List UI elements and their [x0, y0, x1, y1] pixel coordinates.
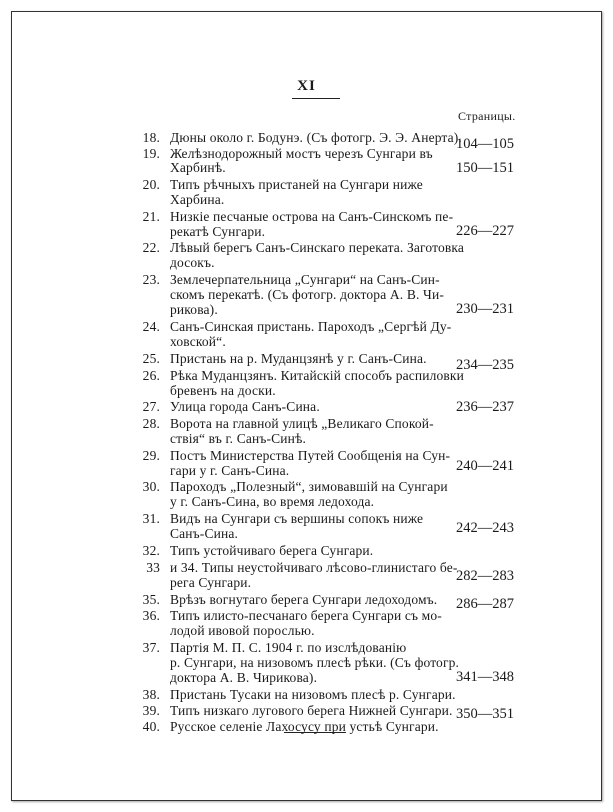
entry-line: Пристань Тусаки на низовомъ плесѣ р. Сунгари. [170, 687, 456, 702]
page-range: 286—287 [456, 596, 514, 612]
entry-number: 23. [142, 272, 160, 287]
entry-line: Лѣвый берегъ Санъ-Синскаго переката. Заготовка [170, 240, 465, 255]
page-range: 282—283 [456, 568, 514, 584]
entry-line: Харбинѣ. [170, 160, 226, 175]
entry-line: гари у г. Санъ-Сина. [170, 463, 290, 478]
entry-line: у г. Санъ-Сина, во время ледохода. [170, 494, 375, 509]
entry-number: 29. [142, 448, 160, 463]
entry-number: 22. [142, 240, 160, 255]
entry-number: 30. [142, 479, 160, 494]
entry-line: досокъ. [170, 255, 215, 270]
entry-line: рекатѣ Сунгари. [170, 224, 266, 239]
entry-number: 26. [142, 368, 160, 383]
entry-number: 31. [142, 511, 160, 526]
entry-line: Врѣзъ вогнутаго берега Сунгари ледоходомъ. [170, 592, 438, 607]
entry-line: Пароходъ „Полезный“, зимовавшій на Сунгари [170, 479, 448, 494]
book-page [11, 11, 602, 801]
entry-line: рикова). [170, 302, 218, 317]
page-range: 341—348 [456, 669, 514, 685]
entry-line: Землечерпательница „Сунгари“ на Санъ-Син- [170, 272, 440, 287]
pages-column-label: Страницы. [458, 109, 516, 123]
entry-number: 27. [142, 399, 160, 414]
entry-line: Пристань на р. Муданцзянѣ у г. Санъ-Сина. [170, 351, 427, 366]
entry-number: 35. [142, 592, 160, 607]
entry-number: 24. [142, 319, 160, 334]
entry-line: Дюны около г. Бодунэ. (Съ фотогр. Э. Э. Анерта). [170, 130, 462, 145]
entry-line: Ворота на главной улицѣ „Великаго Спокой- [170, 416, 434, 431]
entry-line: Типъ рѣчныхъ пристаней на Сунгари ниже [170, 177, 423, 192]
entry-line: Видъ на Сунгари съ вершины сопокъ ниже [170, 511, 424, 526]
entry-number: 40. [142, 719, 160, 734]
entry-number: 21. [142, 209, 160, 224]
entry-line: ствія“ въ г. Санъ-Синѣ. [170, 431, 307, 446]
entry-line: Санъ-Синская пристань. Пароходъ „Сергѣй Ду- [170, 319, 452, 334]
entry-line: ховской“. [170, 334, 226, 349]
page-folio: XI [297, 78, 316, 94]
page-range: 150—151 [456, 160, 514, 176]
page-range: 236—237 [456, 399, 514, 415]
entry-line: рега Сунгари. [170, 575, 252, 590]
entry-line: скомъ перекатѣ. (Съ фотогр. доктора А. В. Чи- [170, 287, 444, 302]
entry-line: Партія М. П. С. 1904 г. по изслѣдованію [170, 640, 407, 655]
page-range: 240—241 [456, 458, 514, 474]
closing-rule [284, 732, 346, 733]
entry-number: 28. [142, 416, 160, 431]
entry-line: Постъ Министерства Путей Сообщенія на Сун- [170, 448, 451, 463]
entry-line: Низкіе песчаные острова на Санъ-Синскомъ пе- [170, 209, 454, 224]
entry-number: 39. [142, 703, 160, 718]
entry-line: Типъ илисто-песчанаго берега Сунгари съ мо- [170, 608, 442, 623]
entry-number: 36. [142, 608, 160, 623]
entry-line: р. Сунгари, на низовомъ плесѣ рѣки. (Съ фотогр. [170, 655, 460, 670]
entry-line: Улица города Санъ-Сина. [170, 399, 320, 414]
page-range: 242—243 [456, 520, 514, 536]
page-range: 234—235 [456, 357, 514, 373]
entry-number: 19. [142, 146, 160, 161]
page-range: 104—105 [456, 136, 514, 152]
entry-line: Рѣка Муданцзянъ. Китайскій способъ распиловки [170, 368, 465, 383]
entry-line: бревенъ на доски. [170, 383, 276, 398]
entry-line: Русское селеніе Лахосусу при устьѣ Сунгари. [170, 719, 439, 734]
page-range: 226—227 [456, 223, 514, 239]
entry-line: доктора А. В. Чирикова). [170, 670, 318, 685]
entry-number: 20. [142, 177, 160, 192]
entry-line: Харбина. [170, 192, 225, 207]
entry-line: Типъ низкаго лугового берега Нижней Сунгари. [170, 703, 453, 718]
entry-number: 33 [146, 560, 160, 575]
entry-line: Типъ устойчиваго берега Сунгари. [170, 543, 374, 558]
folio-rule [292, 98, 340, 99]
page-range: 230—231 [456, 301, 514, 317]
entry-number: 25. [142, 351, 160, 366]
entry-line: лодой ивовой порослью. [170, 623, 315, 638]
entry-number: 37. [142, 640, 160, 655]
page-range: 350—351 [456, 706, 514, 722]
entry-line: Санъ-Сина. [170, 526, 239, 541]
entry-line: Желѣзнодорожный мостъ черезъ Сунгари въ [170, 146, 433, 161]
entry-number: 32. [142, 543, 160, 558]
entry-line: и 34. Типы неустойчиваго лѣсово-глинистаго бе- [170, 560, 458, 575]
entry-number: 38. [142, 687, 160, 702]
entry-number: 18. [142, 130, 160, 145]
